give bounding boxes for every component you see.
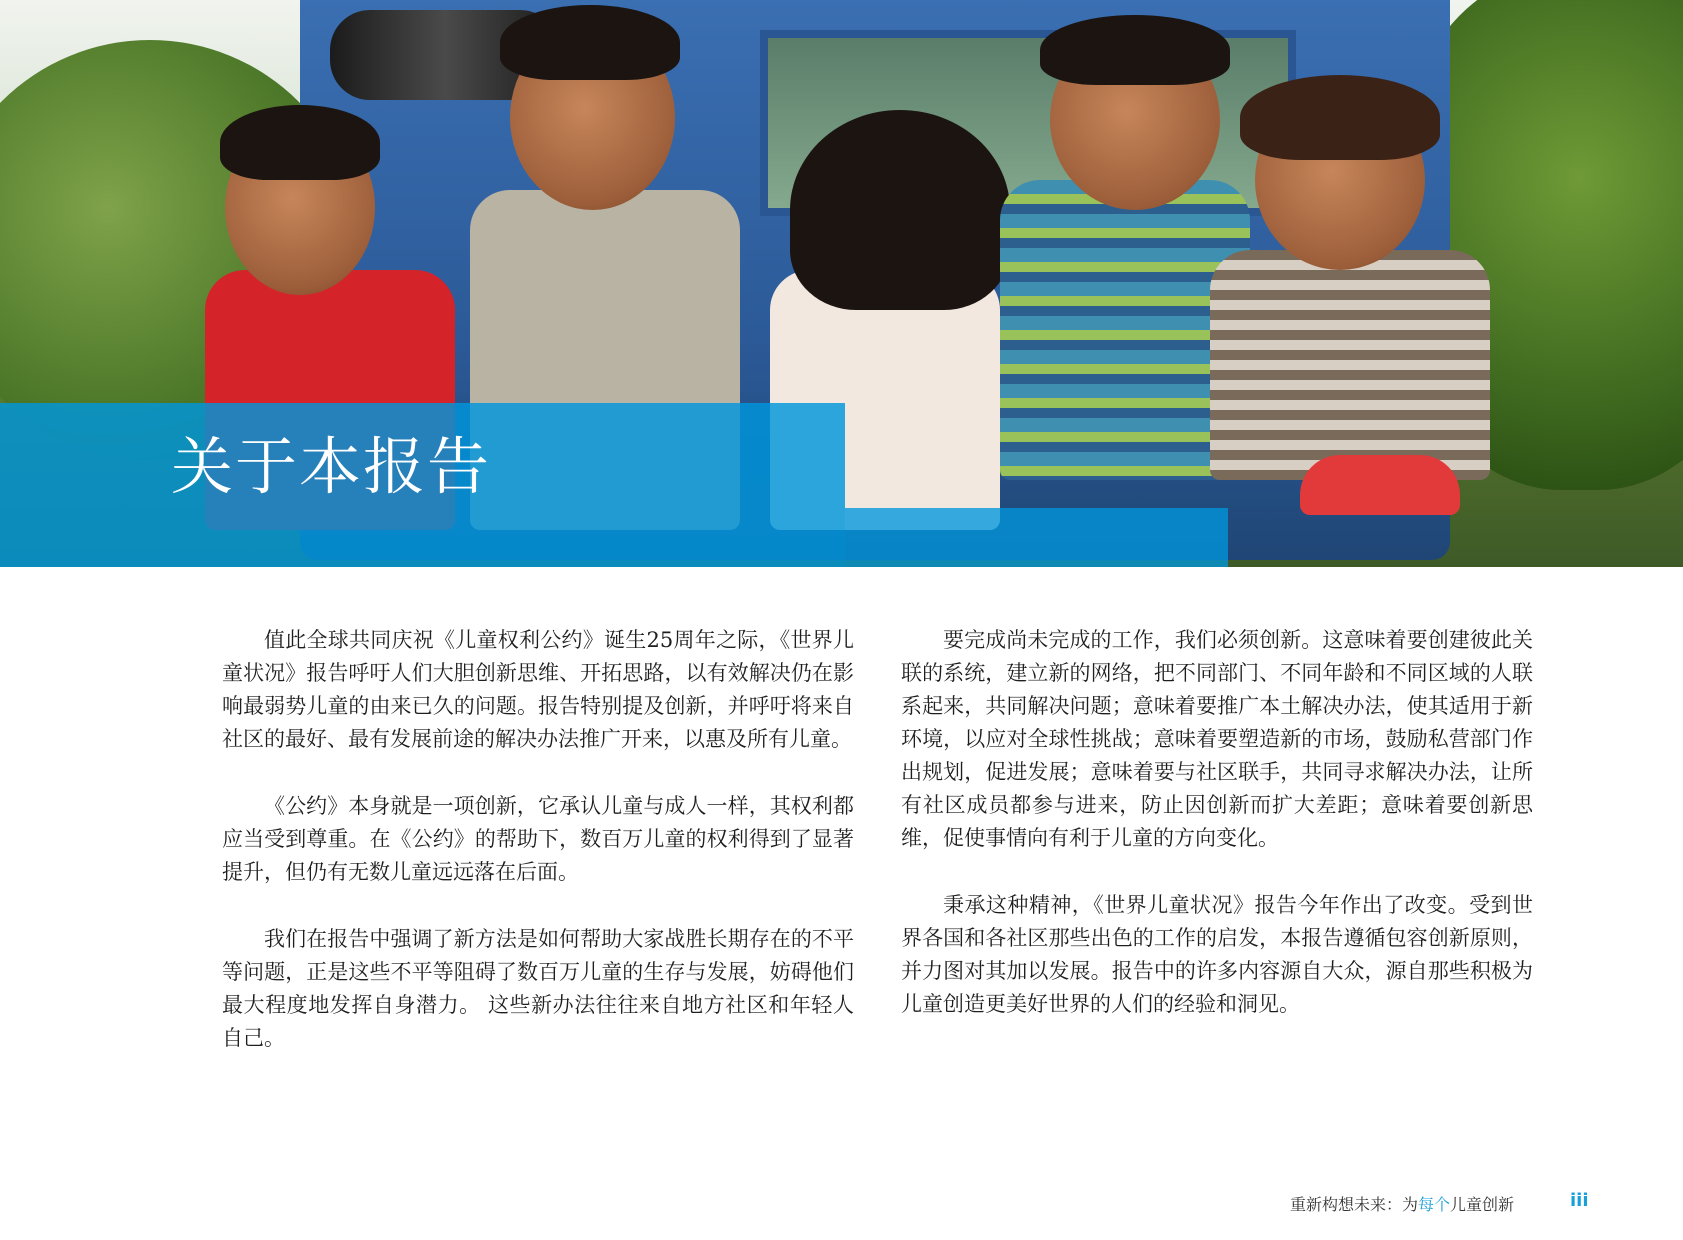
- page-number: iii: [1570, 1190, 1589, 1211]
- page-title: 关于本报告: [171, 430, 492, 503]
- paragraph: 秉承这种精神，《世界儿童状况》报告今年作出了改变。受到世界各国和各社区那些出色的工作的启发，本报告遵循包容创新原则，并力图对其加以发展。报告中的许多内容源自大众，源自那些积极为儿童创造更美好世界的人们的经验和洞见。: [901, 893, 1533, 1016]
- photo-child-1-hair: [220, 105, 380, 180]
- photo-child-5-shorts: [1300, 455, 1460, 515]
- photo-child-5-shirt: [1210, 250, 1490, 480]
- photo-child-5-hair: [1240, 75, 1440, 160]
- text-column-left: [222, 624, 854, 1089]
- paragraph: 我们在报告中强调了新方法是如何帮助大家战胜长期存在的不平等问题，正是这些不平等阻碍了数百万儿童的生存与发展，妨碍他们最大程度地发挥自身潜力。 这些新办法往往来自地方社区和年轻人自己。: [222, 927, 854, 1050]
- footer-suffix: 儿童创新: [1450, 1195, 1515, 1214]
- paragraph: 《公约》本身就是一项创新，它承认儿童与成人一样，其权利都应当受到尊重。在《公约》的帮助下，数百万儿童的权利得到了显著提升，但仍有无数儿童远远落在后面。: [222, 794, 854, 884]
- hero-photo: [0, 0, 1683, 567]
- paragraph: 要完成尚未完成的工作，我们必须创新。这意味着要创建彼此关联的系统，建立新的网络，把不同部门、不同年龄和不同区域的人联系起来，共同解决问题；意味着要推广本土解决办法，使其适用于新环境，以应对全球性挑战；意味着要塑造新的市场，鼓励私营部门作出规划，促进发展；意味着要与社区联手，共同寻求解决办法，让所有社区成员都参与进来，防止因创新而扩大差距；意味着要创新思维，促使事情向有利于儿童的方向变化。: [901, 628, 1533, 850]
- running-footer: [1290, 1192, 1590, 1215]
- paragraph: 值此全球共同庆祝《儿童权利公约》诞生25周年之际，《世界儿童状况》报告呼吁人们大胆创新思维、开拓思路，以有效解决仍在影响最弱势儿童的由来已久的问题。报告特别提及创新，并呼吁将来自社区的最好、最有发展前途的解决办法推广开来，以惠及所有儿童。: [222, 628, 854, 751]
- footer-highlight: 每个: [1418, 1195, 1451, 1214]
- photo-child-2-hair: [500, 5, 680, 80]
- footer-prefix: 重新构想未来：为: [1290, 1195, 1419, 1214]
- photo-child-4-hair: [1040, 15, 1230, 85]
- title-band-extension: [845, 508, 1228, 567]
- text-column-right: [901, 624, 1533, 1055]
- photo-child-3-hair: [790, 110, 1010, 310]
